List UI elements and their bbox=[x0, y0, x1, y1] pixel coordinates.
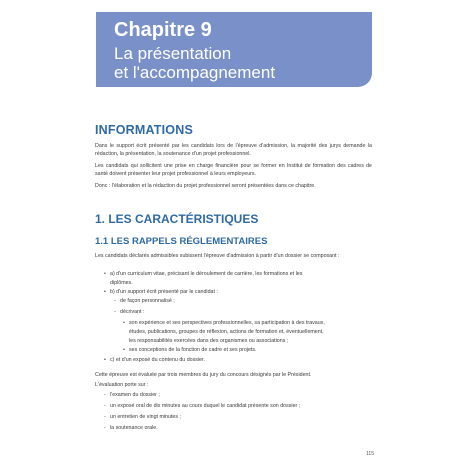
dash-marker: - bbox=[104, 392, 106, 398]
list-item-b-2-1-line-3: les responsabilités exercées dans des organismes ou associations ; bbox=[129, 338, 289, 344]
informations-paragraph-3: Donc : l'élaboration et la rédaction du projet professionnel seront présentées dans ce chapitre. bbox=[95, 183, 316, 189]
chapter-banner bbox=[96, 12, 372, 87]
informations-paragraph-2: Les candidats qui sollicitent une prise en charge financière pour se former en Institut de formation des cadres de santé doivent présenter leur projet professionnel à leurs employeurs. bbox=[95, 163, 372, 178]
informations-heading: INFORMATIONS bbox=[95, 123, 193, 137]
list-item-c: c) et d'un exposé du contenu du dossier. bbox=[110, 357, 205, 363]
evaluation-intro: L'évaluation porte sur : bbox=[95, 382, 149, 388]
evaluation-item: la soutenance orale. bbox=[110, 425, 158, 431]
subsection-heading-rappels: 1.1 LES RAPPELS RÉGLEMENTAIRES bbox=[95, 236, 268, 247]
evaluation-item: l'examen du dossier ; bbox=[110, 392, 160, 398]
list-item-b: b) d'un support écrit présenté par le candidat : bbox=[110, 289, 218, 295]
chapter-title-line-2: et l'accompagnement bbox=[114, 63, 276, 82]
list-item-b-1: de façon personnalisé ; bbox=[120, 298, 175, 304]
list-item-a-line-1: a) d'un curriculum vitae, précisant le déroulement de carrière, les formations et les bbox=[110, 271, 303, 277]
evaluation-item: un entretien de vingt minutes ; bbox=[110, 414, 181, 420]
sub-bullet-marker: • bbox=[123, 347, 125, 353]
dash-marker: - bbox=[114, 309, 116, 315]
dash-marker: - bbox=[104, 403, 106, 409]
bullet-marker: • bbox=[104, 271, 106, 277]
intro-paragraph: Les candidats déclarés admissibles subissent l'épreuve d'admission à partir d'un dossier se composant : bbox=[95, 253, 340, 259]
list-item-b-2-1-line-1: son expérience et ses perspectives professionnelles, sa participation à des travaux, bbox=[129, 320, 325, 326]
chapter-title bbox=[114, 44, 275, 82]
bullet-marker: • bbox=[104, 289, 106, 295]
dash-marker: - bbox=[104, 414, 106, 420]
evaluation-item: un exposé oral de dix minutes au cours duquel le candidat présente son dossier ; bbox=[110, 403, 301, 409]
sub-bullet-marker: • bbox=[123, 320, 125, 326]
chapter-title-line-1: La présentation bbox=[114, 44, 232, 63]
list-item-a-line-2: diplômes. bbox=[110, 280, 133, 286]
chapter-label: Chapitre 9 bbox=[114, 19, 212, 41]
list-item-b-2-2: ses conceptions de la fonction de cadre et ses projets. bbox=[129, 347, 257, 353]
evaluation-sentence: Cette épreuve est évaluée par trois membres du jury du concours désignés par le Président. bbox=[95, 372, 312, 378]
list-item-b-2: décrivant : bbox=[120, 309, 145, 315]
informations-paragraph-1: Dans le support écrit présenté par les candidats lors de l'épreuve d'admission, la majorité des jurys demande la rédaction, la présentation, la soutenance d'un projet professionnel. bbox=[95, 143, 372, 158]
page-number: 115 bbox=[366, 451, 374, 457]
bullet-marker: • bbox=[104, 357, 106, 363]
dash-marker: - bbox=[114, 298, 116, 304]
section-heading-caracteristiques: 1. LES CARACTÉRISTIQUES bbox=[95, 212, 259, 226]
dash-marker: - bbox=[104, 425, 106, 431]
list-item-b-2-1-line-2: études, publications, groupes de réflexion, actions de formation et, éventuellement, bbox=[129, 329, 324, 335]
